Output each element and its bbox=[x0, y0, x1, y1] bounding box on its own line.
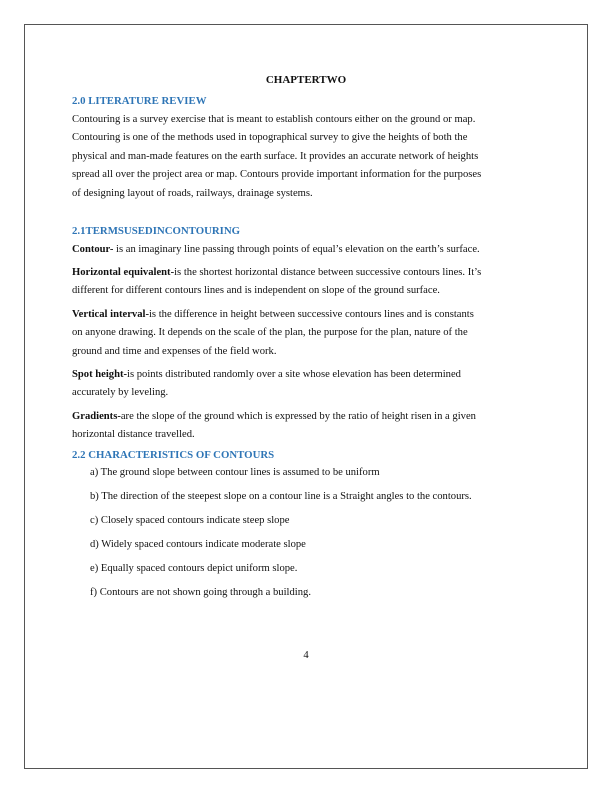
list-item: c) Closely spaced contours indicate steep slope bbox=[90, 515, 290, 526]
chapter-title: CHAPTERTWO bbox=[265, 74, 347, 86]
term-gradients bbox=[72, 408, 547, 445]
list-item: a) The ground slope between contour lines is assumed to be uniform bbox=[90, 467, 380, 478]
term-contour bbox=[72, 241, 547, 259]
list-item: d) Widely spaced contours indicate moderate slope bbox=[90, 539, 306, 550]
text-line: is the shortest horizontal distance between successive contours lines. It’s bbox=[174, 267, 482, 278]
text-line: different for different contours lines and is independent on slope of the ground surface. bbox=[72, 285, 440, 297]
literature-paragraph bbox=[72, 111, 547, 203]
text-line: of designing layout of roads, railways, drainage systems. bbox=[72, 187, 313, 199]
list-item: b) The direction of the steepest slope on a contour line is a Straight angles to the contours. bbox=[90, 491, 472, 502]
term-label: Horizontal equivalent- bbox=[72, 267, 175, 278]
text-line: spread all over the project area or map. Contours provide important information for the purposes bbox=[72, 169, 482, 181]
text-line: are the slope of the ground which is expressed by the ratio of height risen in a given bbox=[120, 411, 476, 422]
text-line: physical and man-made features on the earth surface. It provides an accurate network of heights bbox=[72, 150, 479, 162]
text-line: is the difference in height between successive contours lines and is constants bbox=[148, 309, 474, 320]
text-line: horizontal distance travelled. bbox=[72, 429, 195, 441]
text-line: is points distributed randomly over a site whose elevation has been determined bbox=[127, 369, 461, 380]
term-spot-height bbox=[72, 366, 547, 403]
page-number: 4 bbox=[303, 650, 309, 661]
text-line: on anyone drawing. It depends on the scale of the plan, the purpose for the plan, nature of the bbox=[72, 327, 468, 339]
text-line: Contouring is a survey exercise that is meant to establish contours either on the ground or map. bbox=[72, 114, 476, 125]
list-item: f) Contours are not shown going through a building. bbox=[90, 587, 311, 598]
section-heading-literature-review: 2.0 LITERATURE REVIEW bbox=[72, 95, 207, 107]
list-item: e) Equally spaced contours depict uniform slope. bbox=[90, 563, 298, 574]
section-heading-terms: 2.1TERMSUSEDINCONTOURING bbox=[72, 225, 241, 237]
text-line: Contouring is one of the methods used in topographical survey to give the heights of both the bbox=[72, 132, 468, 144]
term-label: Spot height- bbox=[72, 369, 128, 380]
term-vertical-interval bbox=[72, 306, 547, 361]
term-label: Vertical interval- bbox=[72, 309, 149, 320]
text-line: is an imaginary line passing through points of equal’s elevation on the earth’s surface. bbox=[113, 244, 480, 255]
term-label: Contour- bbox=[72, 244, 114, 255]
section-heading-characteristics: 2.2 CHARACTERISTICS OF CONTOURS bbox=[72, 449, 275, 461]
text-line: accurately by leveling. bbox=[72, 387, 169, 399]
term-horizontal-equivalent bbox=[72, 264, 547, 301]
term-label: Gradients- bbox=[72, 411, 121, 422]
text-line: ground and time and expenses of the field work. bbox=[72, 345, 277, 357]
